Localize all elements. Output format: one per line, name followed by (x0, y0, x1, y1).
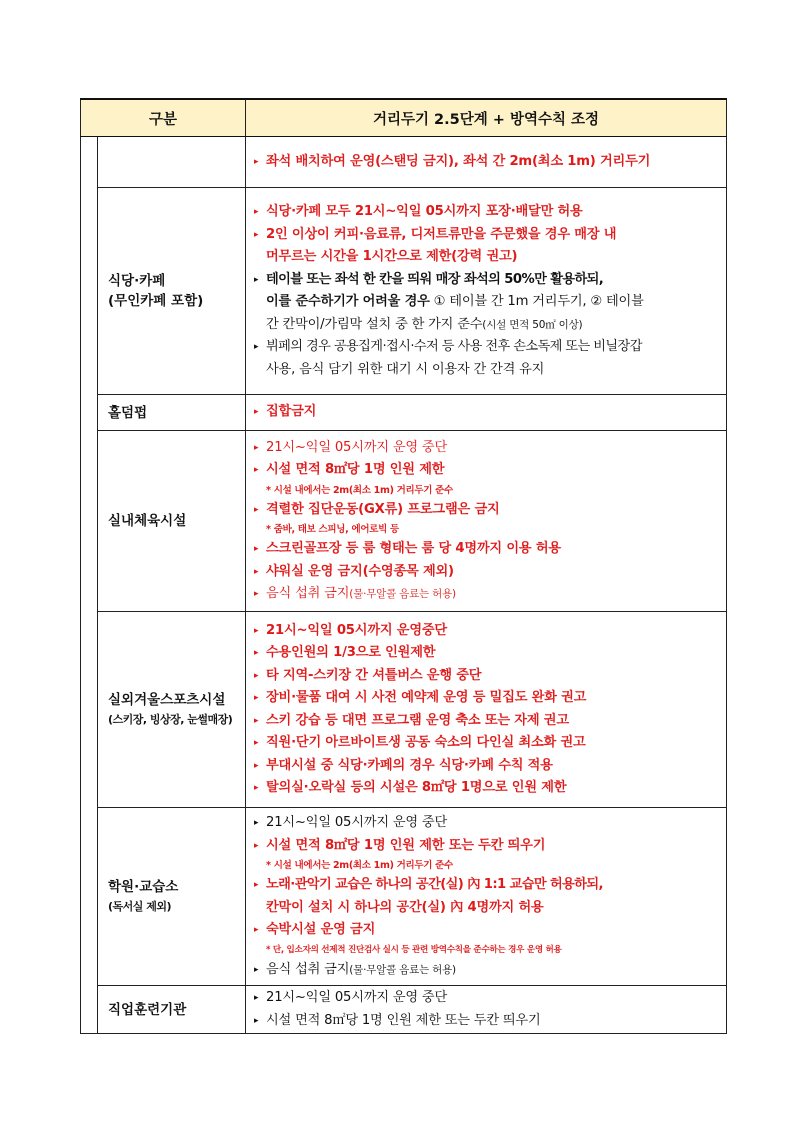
measure-line-cont: 칸막이 설치 시 하나의 공간(실) 內 4명까지 허용 (266, 899, 544, 915)
measure-line: ▸ 좌석 배치하여 운영(스탠딩 금지), 좌석 간 2m(최소 1m) 거리두기 (254, 151, 720, 174)
row-measures (246, 137, 727, 188)
bullet-icon: ▸ (254, 566, 259, 577)
category-title: 식당·카페 (108, 273, 166, 289)
bullet-icon: ▸ (254, 207, 259, 217)
table-row (81, 612, 727, 808)
bullet-icon: ▸ (254, 229, 259, 240)
measure-line: ▸ 21시~익일 05시까지 운영중단 (254, 620, 720, 643)
measure-line: ▸ 직원·단기 아르바이트생 공동 숙소의 다인실 최소화 권고 (254, 732, 720, 755)
category-title: 실외겨울스포츠시설 (108, 691, 226, 708)
bullet-icon: ▸ (254, 1015, 259, 1026)
measure-line: ▸ 격렬한 집단운동(GX류) 프로그램은 금지 (254, 499, 720, 522)
table-row (81, 808, 727, 986)
measure-line: ▸ 샤워실 운영 금지(수영종목 제외) (254, 561, 720, 584)
category-title: 홀덤펍 (108, 404, 148, 421)
measure-line: ▸ 숙박시설 운영 금지 (254, 919, 720, 942)
bullet-icon: ▸ (254, 442, 259, 453)
measure-line: ▸ 집합금지 (254, 401, 720, 424)
row-category (98, 188, 246, 395)
measure-line: ▸ 21시~익일 05시까지 운영 중단 (254, 812, 720, 835)
bullet-icon: ▸ (254, 760, 259, 771)
measure-line: ▸ 수용인원의 1/3으로 인원제한 (254, 642, 720, 665)
measure-line: ▸ 스키 강습 등 대면 프로그램 운영 축소 또는 자제 권고 (254, 710, 720, 733)
table-row (81, 395, 727, 431)
measure-line: ▸ 노래·관악기 교습은 하나의 공간(실) 內 1:1 교습만 허용하되, (254, 874, 720, 897)
bullet-icon: ▸ (254, 274, 259, 285)
row-measures (246, 431, 727, 612)
header-category: 구분 (81, 99, 246, 137)
measure-line: ▸ 21시~익일 05시까지 운영 중단 (254, 987, 720, 1010)
measure-note: * 시설 내에서는 2m(최소 1m) 거리두기 준수 (266, 860, 453, 871)
measure-line-cont: 사용, 음식 담기 위한 대기 시 이용자 간 간격 유지 (266, 361, 545, 377)
bullet-icon: ▸ (254, 589, 259, 599)
row-gutter (81, 431, 98, 612)
row-category (98, 137, 246, 188)
bullet-icon: ▸ (254, 625, 259, 636)
row-gutter (81, 986, 98, 1034)
category-subtitle: (스키장, 빙상장, 눈썰매장) (108, 712, 233, 726)
measure-line-cont: 이를 준수하기가 어려울 경우 ① 테이블 간 1m 거리두기, ② 테이블 (266, 294, 644, 309)
category-title: 실내체육시설 (108, 513, 187, 529)
row-measures (246, 986, 727, 1034)
row-gutter (81, 612, 98, 808)
bullet-icon: ▸ (254, 925, 259, 935)
measure-line: ▸ 시설 면적 8㎡당 1명 인원 제한 (254, 459, 720, 482)
row-measures (246, 612, 727, 808)
bullet-icon: ▸ (254, 504, 259, 515)
bullet-icon: ▸ (254, 544, 259, 554)
measure-line-cont: 머무르는 시간을 1시간으로 제한(강력 권고) (266, 249, 518, 264)
measures-table (80, 98, 727, 1034)
measure-line: ▸ 음식 섭취 금지 (물·무알콜 음료는 허용) (254, 583, 720, 606)
row-gutter (81, 137, 98, 188)
bullet-icon: ▸ (254, 993, 259, 1003)
measure-line: ▸ 음식 섭취 금지 (물·무알콜 음료는 허용) (254, 959, 720, 982)
bullet-icon: ▸ (254, 156, 259, 167)
row-gutter (81, 188, 98, 395)
bullet-icon: ▸ (254, 693, 259, 703)
measure-line: ▸ 2인 이상이 커피·음료류, 디저트류만을 주문했을 경우 매장 내 (254, 224, 720, 247)
row-category (98, 395, 246, 431)
measure-note: * 줌바, 태보 스피닝, 에어로빅 등 (266, 524, 399, 535)
bullet-icon: ▸ (254, 670, 259, 681)
table-header-row (81, 99, 727, 137)
bullet-icon: ▸ (254, 880, 259, 890)
category-subtitle: (독서실 제외) (108, 899, 172, 913)
row-measures (246, 395, 727, 431)
bullet-icon: ▸ (254, 648, 259, 658)
category-subtitle: (무인카페 포함) (108, 293, 204, 309)
row-gutter (81, 395, 98, 431)
measure-line: ▸ 테이블 또는 좌석 한 칸을 띄워 매장 좌석의 50%만 활용하되, (254, 269, 720, 292)
measure-line: ▸ 탈의실·오락실 등의 시설은 8㎡당 1명으로 인원 제한 (254, 777, 720, 800)
table-row (81, 137, 727, 188)
measure-line: ▸ 시설 면적 8㎡당 1명 인원 제한 또는 두칸 띄우기 (254, 1010, 720, 1033)
row-measures (246, 808, 727, 986)
measure-line: ▸ 타 지역-스키장 간 셔틀버스 운행 중단 (254, 665, 720, 688)
measures-table-wrapper (80, 98, 726, 1034)
measure-note: * 단, 입소자의 선제적 진단검사 실시 등 관련 방역수칙을 준수하는 경우 운영 허용 (266, 944, 562, 955)
table-row (81, 431, 727, 612)
bullet-icon: ▸ (254, 342, 259, 352)
row-category (98, 808, 246, 986)
measure-line-cont: 간 칸막이/가림막 설치 중 한 가지 준수 (시설 면적 50㎡ 이상) (266, 316, 583, 332)
measure-line: ▸ 장비·물품 대여 시 사전 예약제 운영 등 밀집도 완화 권고 (254, 687, 720, 710)
row-category (98, 986, 246, 1034)
table-row (81, 986, 727, 1034)
table-row (81, 188, 727, 395)
bullet-icon: ▸ (254, 715, 259, 726)
row-measures (246, 188, 727, 395)
bullet-icon: ▸ (254, 783, 259, 793)
measure-line: ▸ 21시~익일 05시까지 운영 중단 (254, 437, 720, 460)
bullet-icon: ▸ (254, 840, 259, 851)
measure-line: ▸ 뷔페의 경우 공용집게·접시·수저 등 사용 전후 손소독제 또는 비닐장갑 (254, 336, 720, 359)
row-category (98, 612, 246, 808)
bullet-icon: ▸ (254, 738, 259, 748)
bullet-icon: ▸ (254, 407, 259, 418)
bullet-icon: ▸ (254, 465, 259, 475)
measure-line: ▸ 시설 면적 8㎡당 1명 인원 제한 또는 두칸 띄우기 (254, 835, 720, 858)
row-category (98, 431, 246, 612)
measure-line: ▸ 식당·카페 모두 21시~익일 05시까지 포장·배달만 허용 (254, 201, 720, 224)
measure-note: * 시설 내에서는 2m(최소 1m) 거리두기 준수 (266, 484, 453, 496)
header-measure: 거리두기 2.5단계 + 방역수칙 조정 (246, 99, 727, 137)
bullet-icon: ▸ (254, 818, 259, 828)
bullet-icon: ▸ (254, 964, 259, 975)
category-title: 직업훈련기관 (108, 1001, 187, 1018)
measure-line: ▸ 스크린골프장 등 룸 형태는 룸 당 4명까지 이용 허용 (254, 538, 720, 561)
measure-line: ▸ 부대시설 중 식당·카페의 경우 식당·카페 수칙 적용 (254, 755, 720, 778)
row-gutter (81, 808, 98, 986)
category-title: 학원·교습소 (108, 878, 179, 895)
